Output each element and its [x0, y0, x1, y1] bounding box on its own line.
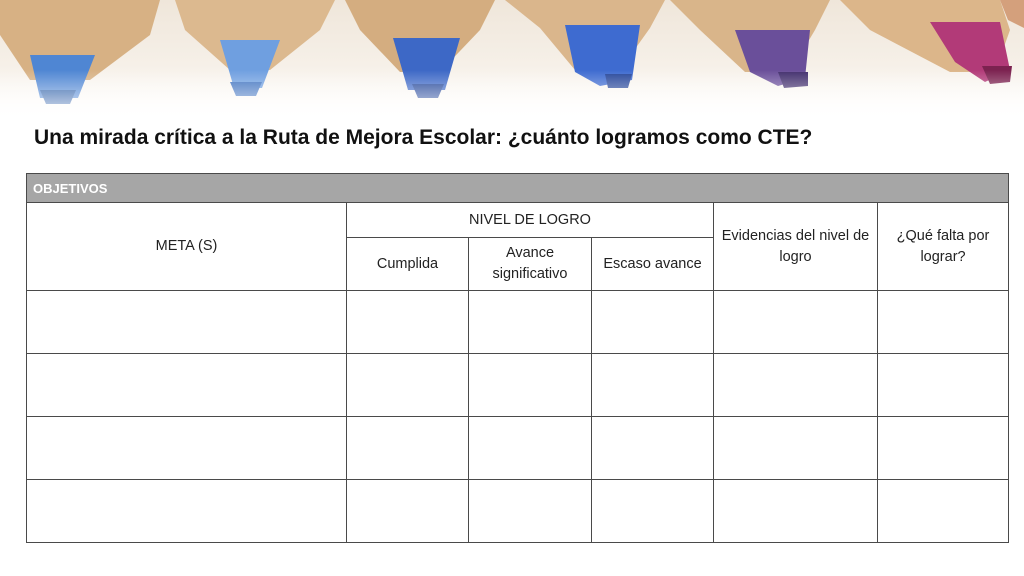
- que-falta-header: ¿Qué falta por lograr?: [878, 203, 1009, 291]
- evidencias-cell[interactable]: [714, 354, 878, 417]
- escaso-cell[interactable]: [592, 291, 714, 354]
- falta-cell[interactable]: [878, 354, 1009, 417]
- page-title: Una mirada crítica a la Ruta de Mejora Escolar: ¿cuánto logramos como CTE?: [34, 126, 813, 149]
- objectives-header: OBJETIVOS: [27, 174, 1009, 203]
- evaluation-table-container: [26, 173, 1008, 543]
- evaluation-table: [26, 173, 1009, 543]
- avance-cell[interactable]: [469, 480, 592, 543]
- meta-header: META (S): [27, 203, 347, 291]
- avance-cell[interactable]: [469, 417, 592, 480]
- objectives-header-row: [27, 174, 1009, 203]
- falta-cell[interactable]: [878, 480, 1009, 543]
- escaso-cell[interactable]: [592, 417, 714, 480]
- cumplida-cell[interactable]: [347, 354, 469, 417]
- table-row: [27, 354, 1009, 417]
- escaso-avance-header: Escaso avance: [592, 238, 714, 291]
- evidencias-cell[interactable]: [714, 480, 878, 543]
- table-row: [27, 480, 1009, 543]
- evidencias-header: Evidencias del nivel de logro: [714, 203, 878, 291]
- cumplida-header: Cumplida: [347, 238, 469, 291]
- avance-significativo-header: Avance significativo: [469, 238, 592, 291]
- pencils-banner: [0, 0, 1024, 118]
- table-row: [27, 417, 1009, 480]
- cumplida-cell[interactable]: [347, 291, 469, 354]
- avance-cell[interactable]: [469, 354, 592, 417]
- column-header-row-1: [27, 203, 1009, 238]
- falta-cell[interactable]: [878, 291, 1009, 354]
- table-row: [27, 291, 1009, 354]
- nivel-de-logro-header: NIVEL DE LOGRO: [347, 203, 714, 238]
- meta-cell[interactable]: [27, 354, 347, 417]
- avance-cell[interactable]: [469, 291, 592, 354]
- falta-cell[interactable]: [878, 417, 1009, 480]
- meta-cell[interactable]: [27, 291, 347, 354]
- escaso-cell[interactable]: [592, 480, 714, 543]
- cumplida-cell[interactable]: [347, 417, 469, 480]
- escaso-cell[interactable]: [592, 354, 714, 417]
- evidencias-cell[interactable]: [714, 417, 878, 480]
- cumplida-cell[interactable]: [347, 480, 469, 543]
- meta-cell[interactable]: [27, 417, 347, 480]
- evidencias-cell[interactable]: [714, 291, 878, 354]
- banner-fade: [0, 70, 1024, 118]
- meta-cell[interactable]: [27, 480, 347, 543]
